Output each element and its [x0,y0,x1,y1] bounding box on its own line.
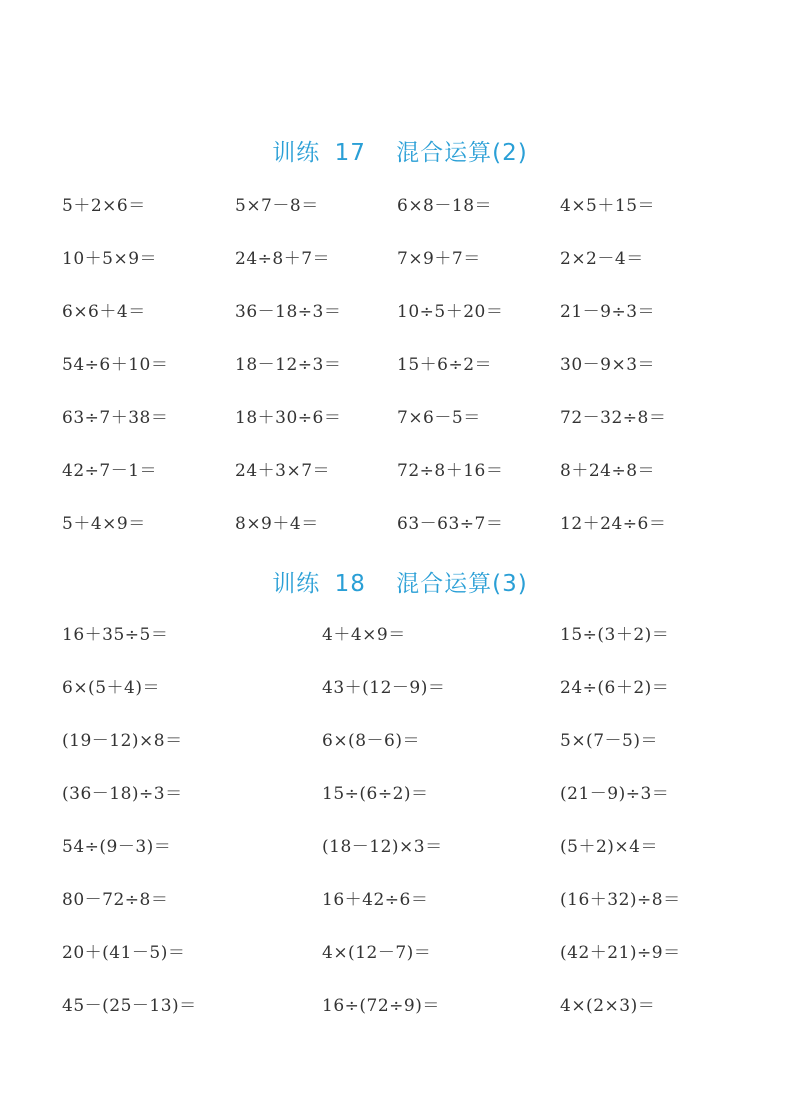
math-problem: 18＋30÷6＝ [235,408,342,428]
problem-row [0,885,800,915]
problem-row [0,726,800,756]
problem-row [0,779,800,809]
math-problem: 36－18÷3＝ [235,302,342,322]
math-problem: 8＋24÷8＝ [560,461,656,481]
math-problem: 42÷7－1＝ [62,461,158,481]
math-problem: 16÷(72÷9)＝ [322,996,440,1016]
math-problem: 5×7－8＝ [235,196,319,216]
section-18-title-number: 18 [334,571,366,597]
math-problem: 54÷6＋10＝ [62,355,169,375]
math-problem: 8×9＋4＝ [235,514,319,534]
problem-row [0,297,800,327]
section-18-title-prefix: 训练 [272,571,321,597]
problem-row [0,832,800,862]
math-problem: 15÷(6÷2)＝ [322,784,429,804]
math-problem: (19－12)×8＝ [62,731,183,751]
problem-row [0,244,800,274]
math-problem: 5＋2×6＝ [62,196,146,216]
problem-row [0,673,800,703]
math-problem: 43＋(12－9)＝ [322,678,446,698]
math-problem: (5＋2)×4＝ [560,837,658,857]
math-problem: 4×5＋15＝ [560,196,656,216]
math-problem: 24÷8＋7＝ [235,249,331,269]
math-problem: 15＋6÷2＝ [397,355,493,375]
math-problem: 24＋3×7＝ [235,461,331,481]
section-17-title-number: 17 [334,140,366,166]
math-problem: 72÷8＋16＝ [397,461,504,481]
math-problem: 6×(8－6)＝ [322,731,420,751]
math-problem: 6×6＋4＝ [62,302,146,322]
section-17-title-name: 混合运算(2) [396,140,528,166]
math-problem: 16＋42÷6＝ [322,890,429,910]
math-problem: (42＋21)÷9＝ [560,943,681,963]
math-problem: 4×(2×3)＝ [560,996,656,1016]
math-problem: 20＋(41－5)＝ [62,943,186,963]
problem-row [0,350,800,380]
math-problem: 30－9×3＝ [560,355,656,375]
problem-row [0,509,800,539]
math-problem: (21－9)÷3＝ [560,784,670,804]
problem-row [0,403,800,433]
problem-row [0,191,800,221]
problem-row [0,938,800,968]
math-problem: 5×(7－5)＝ [560,731,658,751]
math-problem: 80－72÷8＝ [62,890,169,910]
math-problem: 18－12÷3＝ [235,355,342,375]
math-problem: 2×2－4＝ [560,249,644,269]
math-problem: 21－9÷3＝ [560,302,656,322]
math-problem: 63÷7＋38＝ [62,408,169,428]
section-18-title-name: 混合运算(3) [396,571,528,597]
math-problem: (36－18)÷3＝ [62,784,183,804]
section-18-title [0,565,800,598]
problem-row [0,456,800,486]
math-problem: 7×9＋7＝ [397,249,481,269]
math-problem: 6×8－18＝ [397,196,493,216]
problem-row [0,620,800,650]
section-17-title-prefix: 训练 [272,140,321,166]
math-problem: 6×(5＋4)＝ [62,678,160,698]
math-problem: 63－63÷7＝ [397,514,504,534]
math-problem: 15÷(3＋2)＝ [560,625,670,645]
math-problem: (18－12)×3＝ [322,837,443,857]
math-problem: (16＋32)÷8＝ [560,890,681,910]
math-problem: 10＋5×9＝ [62,249,158,269]
math-problem: 4＋4×9＝ [322,625,406,645]
math-problem: 72－32÷8＝ [560,408,667,428]
math-problem: 24÷(6＋2)＝ [560,678,670,698]
section-17-title [0,134,800,167]
math-problem: 45－(25－13)＝ [62,996,197,1016]
math-problem: 5＋4×9＝ [62,514,146,534]
math-problem: 4×(12－7)＝ [322,943,432,963]
math-problem: 10÷5＋20＝ [397,302,504,322]
math-problem: 54÷(9－3)＝ [62,837,172,857]
math-problem: 12＋24÷6＝ [560,514,667,534]
math-problem: 16＋35÷5＝ [62,625,169,645]
problem-row [0,991,800,1021]
math-problem: 7×6－5＝ [397,408,481,428]
